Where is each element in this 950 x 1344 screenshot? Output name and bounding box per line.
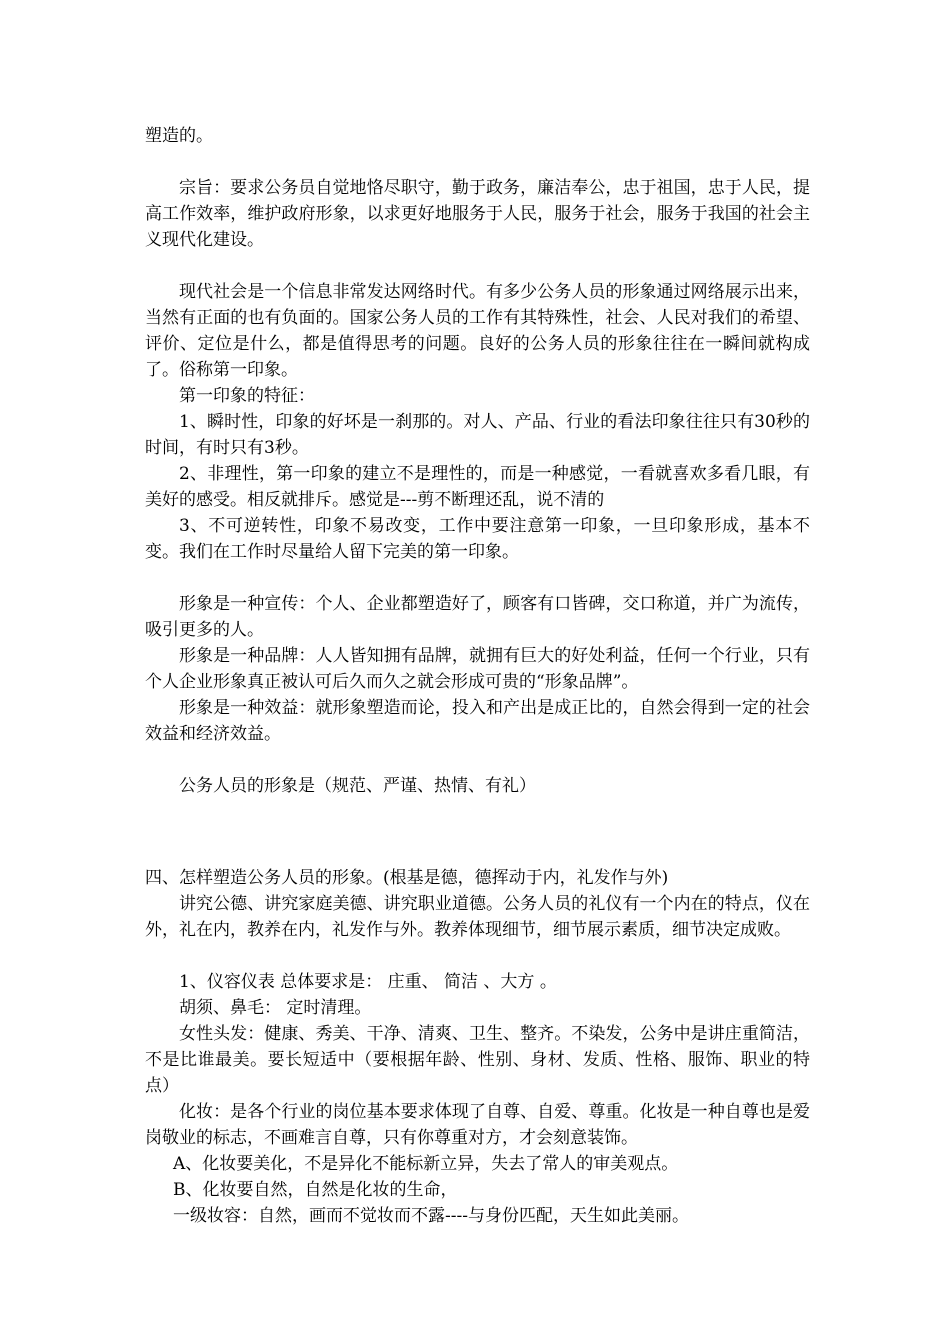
paragraph-makeup: 化妆：是各个行业的岗位基本要求体现了自尊、自爱、尊重。化妆是一种自尊也是爱岗敬业的标志，不画难言自尊，只有你尊重对方，才会刻意装饰。 (145, 1102, 810, 1148)
paragraph-modern-society: 现代社会是一个信息非常发达网络时代。有多少公务人员的形象通过网络展示出来，当然有正面的也有负面的。国家公务人员的工作有其特殊性，社会、人民对我们的希望、评价、定位是什么，都是值得思考的问题。良好的公务人员的形象往往在一瞬间就构成了。俗称第一印象。 (145, 282, 810, 380)
paragraph-image-promotion: 形象是一种宣传：个人、企业都塑造好了，顾客有口皆碑，交口称道，并广为流传，吸引更多的人。 (145, 594, 810, 640)
paragraph-image-brand: 形象是一种品牌：人人皆知拥有品牌，就拥有巨大的好处利益，任何一个行业，只有个人企业形象真正被认可后久而久之就会形成可贵的“形象品牌”。 (145, 646, 810, 692)
paragraph-female-hair: 女性头发：健康、秀美、干净、清爽、卫生、整齐。不染发，公务中是讲庄重简洁，不是比谁最美。要长短适中（要根据年龄、性别、身材、发质、性格、服饰、职业的特点） (145, 1024, 810, 1096)
paragraph-makeup-b: B、化妆要自然，自然是化妆的生命， (173, 1180, 458, 1200)
paragraph-first-impression-heading: 第一印象的特征： (179, 386, 315, 406)
paragraph-appearance-requirements: 1、仪容仪表 总体要求是： 庄重、 简洁 、大方 。 (179, 972, 557, 992)
paragraph-purpose: 宗旨：要求公务员自觉地恪尽职守，勤于政务，廉洁奉公，忠于祖国，忠于人民，提高工作效率，维护政府形象，以求更好地服务于人民，服务于社会，服务于我国的社会主义现代化建设。 (145, 178, 810, 250)
paragraph-image-summary: 公务人员的形象是（规范、严谨、热情、有礼） (179, 776, 536, 796)
paragraph-makeup-level-one: 一级妆容：自然，画而不觉妆而不露----与身份匹配，天生如此美丽。 (173, 1206, 689, 1226)
paragraph-beard: 胡须、鼻毛： 定时清理。 (179, 998, 372, 1018)
paragraph-feature-3: 3、不可逆转性，印象不易改变，工作中要注意第一印象，一旦印象形成，基本不变。我们在工作时尽量给人留下完美的第一印象。 (145, 516, 810, 562)
document-body (145, 123, 810, 1229)
paragraph-image-benefit: 形象是一种效益：就形象塑造而论，投入和产出是成正比的，自然会得到一定的社会效益和经济效益。 (145, 698, 810, 744)
section-heading-four: 四、怎样塑造公务人员的形象。(根基是德，德挥动于内，礼发作与外) (145, 868, 669, 888)
paragraph-makeup-a: A、化妆要美化，不是异化不能标新立异，失去了常人的审美观点。 (173, 1154, 679, 1174)
paragraph-feature-2: 2、非理性，第一印象的建立不是理性的，而是一种感觉，一看就喜欢多看几眼，有美好的感受。相反就排斥。感觉是---剪不断理还乱，说不清的 (145, 464, 810, 510)
paragraph-ethics: 讲究公德、讲究家庭美德、讲究职业道德。公务人员的礼仪有一个内在的特点，仪在外，礼在内，教养在内，礼发作与外。教养体现细节，细节展示素质，细节决定成败。 (145, 894, 810, 940)
paragraph-feature-1: 1、瞬时性，印象的好坏是一刹那的。对人、产品、行业的看法印象往往只有30秒的时间，有时只有3秒。 (145, 412, 810, 458)
paragraph-continuation: 塑造的。 (145, 126, 213, 146)
